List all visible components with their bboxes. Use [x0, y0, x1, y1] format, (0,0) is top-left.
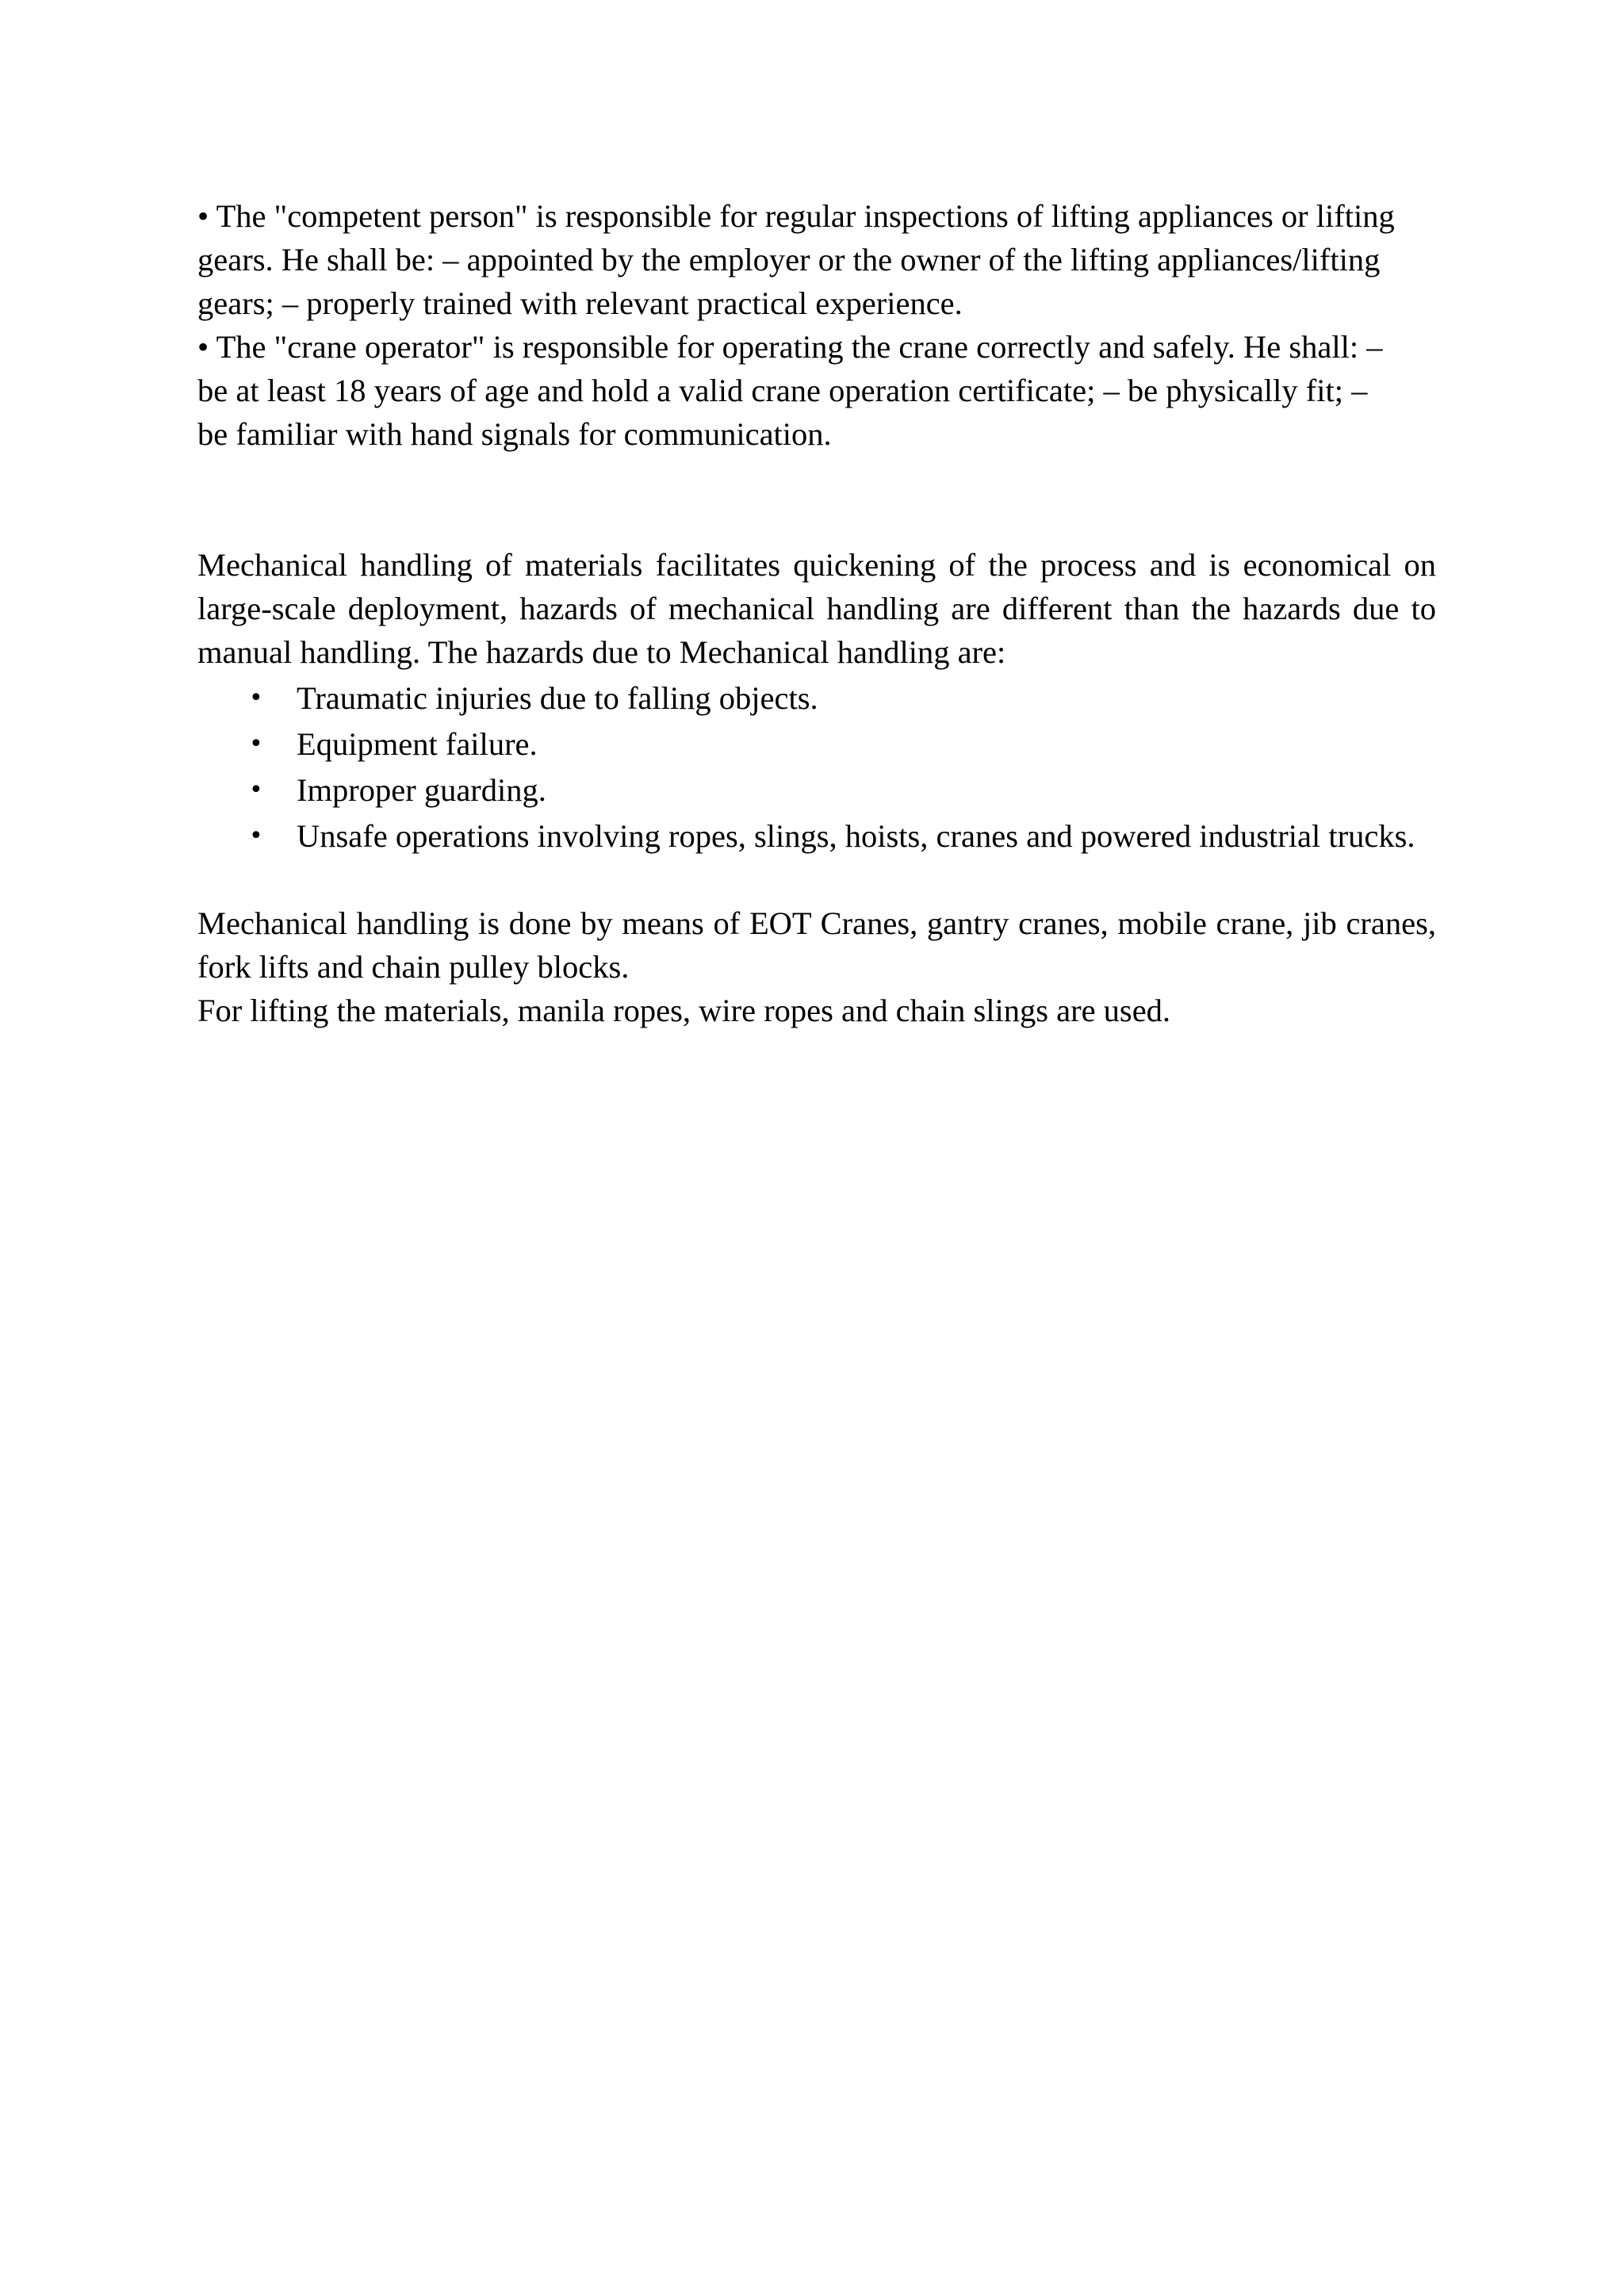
hazard-text: Traumatic injuries due to falling objects.	[297, 680, 818, 716]
page-content	[197, 194, 1436, 1032]
crane-operator-line-1: • The "crane operator" is responsible for operating the crane correctly and safely. He shall: –	[197, 329, 1383, 365]
mechanical-handling-section	[197, 543, 1436, 1032]
bullet-icon: •	[249, 822, 263, 850]
bullet-icon: •	[249, 730, 263, 758]
hazard-text: Improper guarding.	[297, 772, 546, 808]
hazard-text: Unsafe operations involving ropes, slings, hoists, cranes and powered industrial trucks.	[297, 818, 1415, 854]
crane-operator-line-3: be familiar with hand signals for communication.	[197, 416, 832, 452]
hazard-text: Equipment failure.	[297, 726, 538, 762]
bullet-icon: •	[249, 684, 263, 712]
bullet-icon: •	[249, 776, 263, 804]
roles-section	[197, 194, 1436, 456]
crane-operator-line-2: be at least 18 years of age and hold a valid crane operation certificate; – be physically fit; –	[197, 373, 1368, 408]
equipment-section	[197, 901, 1436, 1032]
lifting-materials-text: For lifting the materials, manila ropes, wire ropes and chain slings are used.	[197, 993, 1171, 1028]
competent-person-line-2: gears. He shall be: – appointed by the employer or the owner of the lifting appliances/lifting	[197, 242, 1381, 277]
mechanical-handling-intro: Mechanical handling of materials facilitates quickening of the process and is economical on large-scale deployment, hazards of mechanical handling are different than the hazards due to manual handling. The hazards due to Mechanical handling are:	[197, 547, 1436, 670]
list-item	[197, 722, 1436, 766]
list-item	[197, 814, 1436, 858]
hazard-list	[197, 676, 1436, 858]
competent-person-line-3: gears; – properly trained with relevant practical experience.	[197, 285, 963, 321]
competent-person-line-1: • The "competent person" is responsible for regular inspections of lifting appliances or lifting	[197, 198, 1395, 234]
list-item	[197, 676, 1436, 720]
list-item	[197, 768, 1436, 812]
mechanical-handling-means: Mechanical handling is done by means of EOT Cranes, gantry cranes, mobile crane, jib cranes, fork lifts and chain pulley blocks.	[197, 905, 1436, 985]
